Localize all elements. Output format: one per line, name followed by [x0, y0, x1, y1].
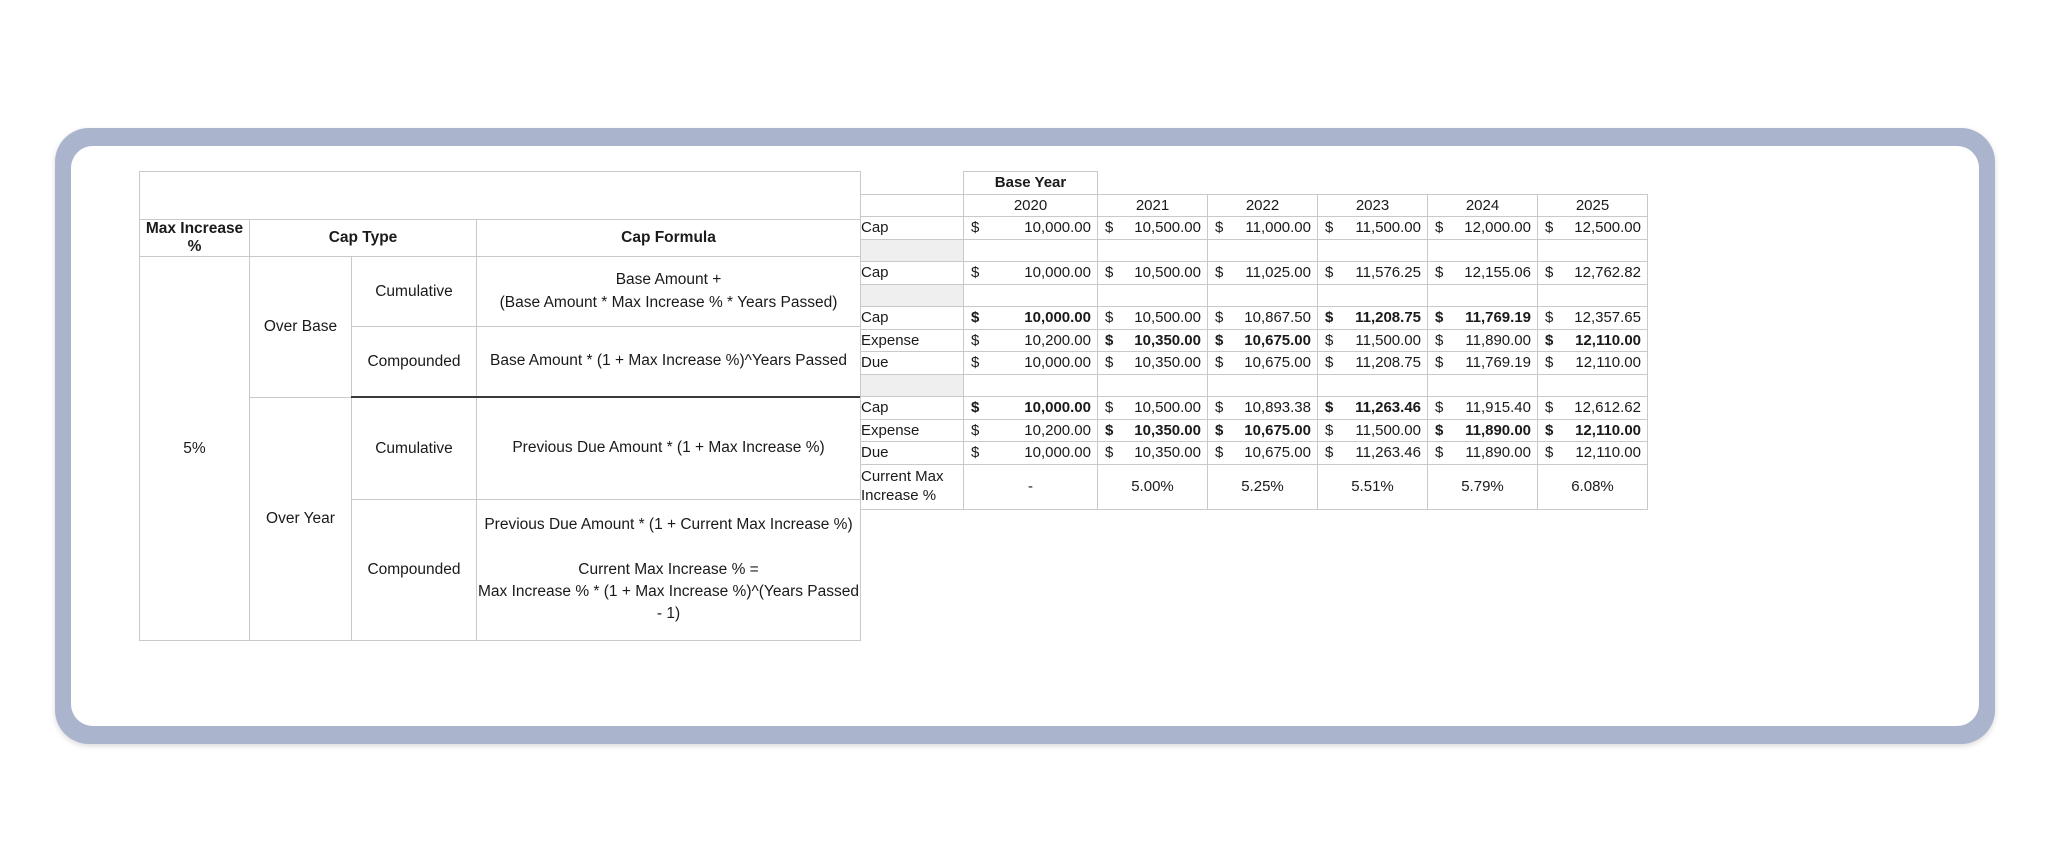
- currency-cell: [1208, 397, 1318, 420]
- currency-symbol: $: [1435, 309, 1444, 327]
- formula-line: Previous Due Amount * (1 + Max Increase %): [512, 439, 825, 457]
- currency-amount: 10,893.38: [1244, 399, 1311, 417]
- table-row: [861, 419, 1648, 442]
- currency-amount: 11,890.00: [1465, 421, 1531, 439]
- table-row: [861, 374, 1648, 397]
- currency-cell: [1428, 307, 1538, 330]
- cap-calculation-table: [860, 171, 1648, 510]
- method-over-year-compounded: Compounded: [352, 500, 477, 641]
- currency-cell: [1208, 217, 1318, 240]
- spacer-cell: [1208, 374, 1318, 397]
- currency-symbol: $: [1545, 331, 1554, 349]
- currency-symbol: $: [1215, 399, 1224, 417]
- formula-line: Previous Due Amount * (1 + Current Max Increase %): [484, 516, 853, 534]
- currency-amount: 12,612.62: [1574, 399, 1641, 417]
- currency-amount: 10,350.00: [1134, 421, 1201, 439]
- formula-over-base-cumulative: [477, 257, 861, 327]
- currency-symbol: $: [1325, 421, 1334, 439]
- currency-symbol: $: [1325, 309, 1334, 327]
- currency-symbol: $: [971, 421, 980, 439]
- currency-cell: [1208, 442, 1318, 465]
- formula-line: Max Increase % * (1 + Max Increase %)^(Years Passed - 1): [477, 583, 859, 623]
- row-label: Current Max Increase %: [861, 464, 964, 509]
- row-label: Cap: [861, 262, 964, 285]
- table-row: [861, 217, 1648, 240]
- currency-symbol: $: [1105, 444, 1114, 462]
- table-row: [861, 284, 1648, 307]
- currency-symbol: $: [1545, 444, 1554, 462]
- year-header: 2025: [1538, 194, 1648, 217]
- currency-symbol: $: [1325, 399, 1334, 417]
- currency-symbol: $: [971, 264, 980, 282]
- spacer-cell: [1428, 172, 1538, 195]
- currency-symbol: $: [1215, 219, 1224, 237]
- currency-symbol: $: [1325, 264, 1334, 282]
- year-header: 2023: [1318, 194, 1428, 217]
- currency-cell: [1208, 262, 1318, 285]
- currency-symbol: $: [1215, 354, 1224, 372]
- year-header: 2020: [964, 194, 1098, 217]
- currency-amount: 10,000.00: [1024, 354, 1091, 372]
- percent-cell: 5.00%: [1098, 464, 1208, 509]
- currency-amount: 10,000.00: [1024, 444, 1091, 462]
- currency-amount: 10,675.00: [1244, 331, 1311, 349]
- currency-symbol: $: [1215, 309, 1224, 327]
- currency-amount: 11,208.75: [1355, 354, 1421, 372]
- table-row: [861, 397, 1648, 420]
- currency-cell: [1098, 329, 1208, 352]
- currency-cell: [1428, 419, 1538, 442]
- formula-over-year-compounded: [477, 500, 861, 641]
- formula-line: (Base Amount * Max Increase % * Years Passed): [499, 293, 838, 311]
- year-header: 2022: [1208, 194, 1318, 217]
- year-header: 2024: [1428, 194, 1538, 217]
- row-label: Expense: [861, 419, 964, 442]
- row-label: Expense: [861, 329, 964, 352]
- currency-cell: [1208, 329, 1318, 352]
- currency-amount: 10,500.00: [1134, 399, 1201, 417]
- currency-cell: [1098, 217, 1208, 240]
- currency-cell: [1098, 262, 1208, 285]
- spacer-cell: [1208, 239, 1318, 262]
- spacer-cell: [964, 239, 1098, 262]
- currency-symbol: $: [1105, 421, 1114, 439]
- currency-amount: 12,762.82: [1574, 264, 1641, 282]
- currency-cell: [1428, 352, 1538, 375]
- currency-amount: 11,025.00: [1245, 264, 1311, 282]
- currency-cell: [1428, 262, 1538, 285]
- currency-symbol: $: [1215, 421, 1224, 439]
- currency-cell: [1538, 217, 1648, 240]
- year-header-row: [861, 194, 1648, 217]
- row-label: Due: [861, 352, 964, 375]
- currency-cell: [1098, 397, 1208, 420]
- blank-row-label-header: [861, 194, 964, 217]
- currency-symbol: $: [1325, 354, 1334, 372]
- currency-cell: [964, 262, 1098, 285]
- currency-symbol: $: [1545, 354, 1554, 372]
- currency-amount: 11,890.00: [1465, 331, 1531, 349]
- currency-symbol: $: [1105, 309, 1114, 327]
- currency-cell: [1538, 397, 1648, 420]
- currency-amount: 12,110.00: [1575, 331, 1641, 349]
- currency-amount: 10,200.00: [1024, 421, 1091, 439]
- currency-amount: 11,208.75: [1355, 309, 1421, 327]
- spacer-cell: [964, 284, 1098, 307]
- header-row: [140, 220, 861, 257]
- spacer-cell: [1098, 172, 1208, 195]
- year-header: 2021: [1098, 194, 1208, 217]
- currency-cell: [1098, 352, 1208, 375]
- currency-amount: 10,500.00: [1134, 219, 1201, 237]
- currency-symbol: $: [1435, 264, 1444, 282]
- currency-amount: 10,000.00: [1024, 264, 1091, 282]
- spacer-row-label: [861, 284, 964, 307]
- currency-symbol: $: [1105, 399, 1114, 417]
- currency-symbol: $: [971, 399, 980, 417]
- number-rows-body: [861, 217, 1648, 510]
- percent-cell: 5.51%: [1318, 464, 1428, 509]
- currency-amount: 10,000.00: [1024, 399, 1091, 417]
- currency-amount: 11,915.40: [1465, 399, 1531, 417]
- currency-symbol: $: [1325, 219, 1334, 237]
- currency-symbol: $: [1105, 354, 1114, 372]
- currency-amount: 10,000.00: [1024, 219, 1091, 237]
- currency-symbol: $: [1545, 399, 1554, 417]
- formula-over-year-cumulative: [477, 397, 861, 500]
- currency-amount: 10,350.00: [1134, 331, 1201, 349]
- header-cap-formula: Cap Formula: [477, 220, 861, 257]
- spacer-row-label: [861, 374, 964, 397]
- currency-cell: [1208, 307, 1318, 330]
- formula-line: Base Amount +: [615, 271, 722, 289]
- spacer-cell: [1208, 284, 1318, 307]
- currency-cell: [1428, 329, 1538, 352]
- currency-amount: 11,769.19: [1465, 354, 1531, 372]
- currency-amount: 12,110.00: [1575, 444, 1641, 462]
- spacer-cell: [1098, 284, 1208, 307]
- currency-cell: [964, 419, 1098, 442]
- currency-symbol: $: [971, 219, 980, 237]
- table-row: [861, 442, 1648, 465]
- currency-amount: 10,350.00: [1134, 444, 1201, 462]
- header-cap-type: Cap Type: [250, 220, 477, 257]
- currency-symbol: $: [1325, 331, 1334, 349]
- currency-cell: [1208, 419, 1318, 442]
- formula-line: Base Amount * (1 + Max Increase %)^Years Passed: [490, 352, 847, 370]
- currency-cell: [964, 397, 1098, 420]
- currency-amount: 10,675.00: [1244, 444, 1311, 462]
- spacer-cell: [1098, 239, 1208, 262]
- row-over-base-cumulative: [140, 257, 861, 327]
- spacer-cell: [1318, 374, 1428, 397]
- currency-symbol: $: [1215, 331, 1224, 349]
- currency-amount: 11,500.00: [1355, 421, 1421, 439]
- spacer-cell: [1428, 239, 1538, 262]
- currency-amount: 11,769.19: [1465, 309, 1531, 327]
- currency-amount: 11,000.00: [1245, 219, 1311, 237]
- currency-cell: [1318, 307, 1428, 330]
- currency-symbol: $: [1435, 219, 1444, 237]
- percent-cell: -: [964, 464, 1098, 509]
- row-label: Cap: [861, 217, 964, 240]
- currency-symbol: $: [1105, 331, 1114, 349]
- currency-cell: [1538, 442, 1648, 465]
- currency-amount: 10,675.00: [1244, 354, 1311, 372]
- currency-cell: [1428, 397, 1538, 420]
- currency-amount: 11,576.25: [1355, 264, 1421, 282]
- currency-symbol: $: [1435, 331, 1444, 349]
- currency-symbol: $: [971, 444, 980, 462]
- currency-symbol: $: [1215, 444, 1224, 462]
- currency-amount: 12,155.06: [1464, 264, 1531, 282]
- spacer-cell: [1098, 374, 1208, 397]
- table-row: [861, 329, 1648, 352]
- currency-cell: [964, 442, 1098, 465]
- spacer-cell: [1318, 284, 1428, 307]
- currency-symbol: $: [1435, 354, 1444, 372]
- table-row: [861, 352, 1648, 375]
- spreadsheet: [85, 171, 1979, 716]
- currency-symbol: $: [971, 309, 980, 327]
- currency-symbol: $: [1435, 399, 1444, 417]
- currency-symbol: $: [1105, 219, 1114, 237]
- title-row: [140, 172, 861, 220]
- spacer-cell: [1538, 284, 1648, 307]
- row-label: Cap: [861, 397, 964, 420]
- group-name-over-year: Over Year: [250, 397, 352, 641]
- currency-symbol: $: [1545, 264, 1554, 282]
- percent-cell: 5.25%: [1208, 464, 1318, 509]
- spacer-cell: [1428, 284, 1538, 307]
- currency-cell: [1098, 442, 1208, 465]
- currency-symbol: $: [971, 331, 980, 349]
- currency-amount: 12,110.00: [1575, 354, 1641, 372]
- currency-amount: 12,357.65: [1574, 309, 1641, 327]
- currency-amount: 10,000.00: [1024, 309, 1091, 327]
- currency-cell: [1318, 442, 1428, 465]
- currency-symbol: $: [1435, 444, 1444, 462]
- base-year-row: [861, 172, 1648, 195]
- currency-amount: 12,110.00: [1575, 421, 1641, 439]
- currency-amount: 10,867.50: [1244, 309, 1311, 327]
- currency-amount: 10,500.00: [1134, 264, 1201, 282]
- currency-cell: [1318, 329, 1428, 352]
- currency-cell: [964, 352, 1098, 375]
- spacer-cell: [1538, 172, 1648, 195]
- currency-amount: 12,000.00: [1464, 219, 1531, 237]
- currency-amount: 10,500.00: [1134, 309, 1201, 327]
- currency-symbol: $: [1215, 264, 1224, 282]
- method-over-base-cumulative: Cumulative: [352, 257, 477, 327]
- currency-cell: [964, 329, 1098, 352]
- currency-amount: 11,263.46: [1355, 444, 1421, 462]
- currency-symbol: $: [1545, 421, 1554, 439]
- blank-corner: [861, 172, 964, 195]
- currency-cell: [1318, 262, 1428, 285]
- currency-cell: [1318, 352, 1428, 375]
- spacer-row-label: [861, 239, 964, 262]
- currency-cell: [964, 307, 1098, 330]
- formula-over-base-compounded: [477, 327, 861, 398]
- device-frame: [55, 128, 1995, 744]
- currency-symbol: $: [1325, 444, 1334, 462]
- currency-amount: 10,200.00: [1024, 331, 1091, 349]
- spacer-cell: [1318, 239, 1428, 262]
- currency-amount: 11,500.00: [1355, 331, 1421, 349]
- formula-line: Current Max Increase % =: [578, 560, 759, 578]
- row-label: Due: [861, 442, 964, 465]
- currency-amount: 11,500.00: [1355, 219, 1421, 237]
- currency-symbol: $: [1435, 421, 1444, 439]
- table-row: [861, 239, 1648, 262]
- spacer-cell: [1538, 239, 1648, 262]
- currency-cell: [1538, 329, 1648, 352]
- device-screen: [71, 146, 1979, 726]
- currency-cell: [1318, 217, 1428, 240]
- currency-symbol: $: [1545, 219, 1554, 237]
- currency-cell: [1538, 307, 1648, 330]
- percent-cell: 5.79%: [1428, 464, 1538, 509]
- currency-amount: 12,500.00: [1574, 219, 1641, 237]
- currency-cell: [1098, 419, 1208, 442]
- table-row: [861, 464, 1648, 509]
- currency-amount: 10,350.00: [1134, 354, 1201, 372]
- currency-symbol: $: [1545, 309, 1554, 327]
- spacer-cell: [1318, 172, 1428, 195]
- currency-amount: 11,263.46: [1355, 399, 1421, 417]
- currency-amount: 10,675.00: [1244, 421, 1311, 439]
- spacer-cell: [1428, 374, 1538, 397]
- table-row: [861, 262, 1648, 285]
- method-over-year-cumulative: Cumulative: [352, 397, 477, 500]
- max-increase-value: 5%: [140, 257, 250, 641]
- currency-cell: [1208, 352, 1318, 375]
- currency-cell: [1538, 262, 1648, 285]
- spacer-cell: [1538, 374, 1648, 397]
- table-row: [861, 307, 1648, 330]
- currency-cell: [1318, 419, 1428, 442]
- currency-cell: [1538, 419, 1648, 442]
- group-name-over-base: Over Base: [250, 257, 352, 398]
- header-max-increase: Max Increase %: [140, 220, 250, 257]
- spacer-cell: [964, 374, 1098, 397]
- currency-cell: [1428, 442, 1538, 465]
- currency-cell: [964, 217, 1098, 240]
- percent-cell: 6.08%: [1538, 464, 1648, 509]
- spacer-cell: [1208, 172, 1318, 195]
- currency-cell: [1318, 397, 1428, 420]
- cap-types-reference-table: [139, 171, 861, 641]
- currency-amount: 11,890.00: [1465, 444, 1531, 462]
- currency-cell: [1098, 307, 1208, 330]
- page-title: Cap Types: [140, 172, 861, 220]
- row-label: Cap: [861, 307, 964, 330]
- method-over-base-compounded: Compounded: [352, 327, 477, 398]
- base-year-badge: Base Year: [964, 172, 1098, 195]
- currency-symbol: $: [971, 354, 980, 372]
- currency-symbol: $: [1105, 264, 1114, 282]
- currency-cell: [1538, 352, 1648, 375]
- currency-cell: [1428, 217, 1538, 240]
